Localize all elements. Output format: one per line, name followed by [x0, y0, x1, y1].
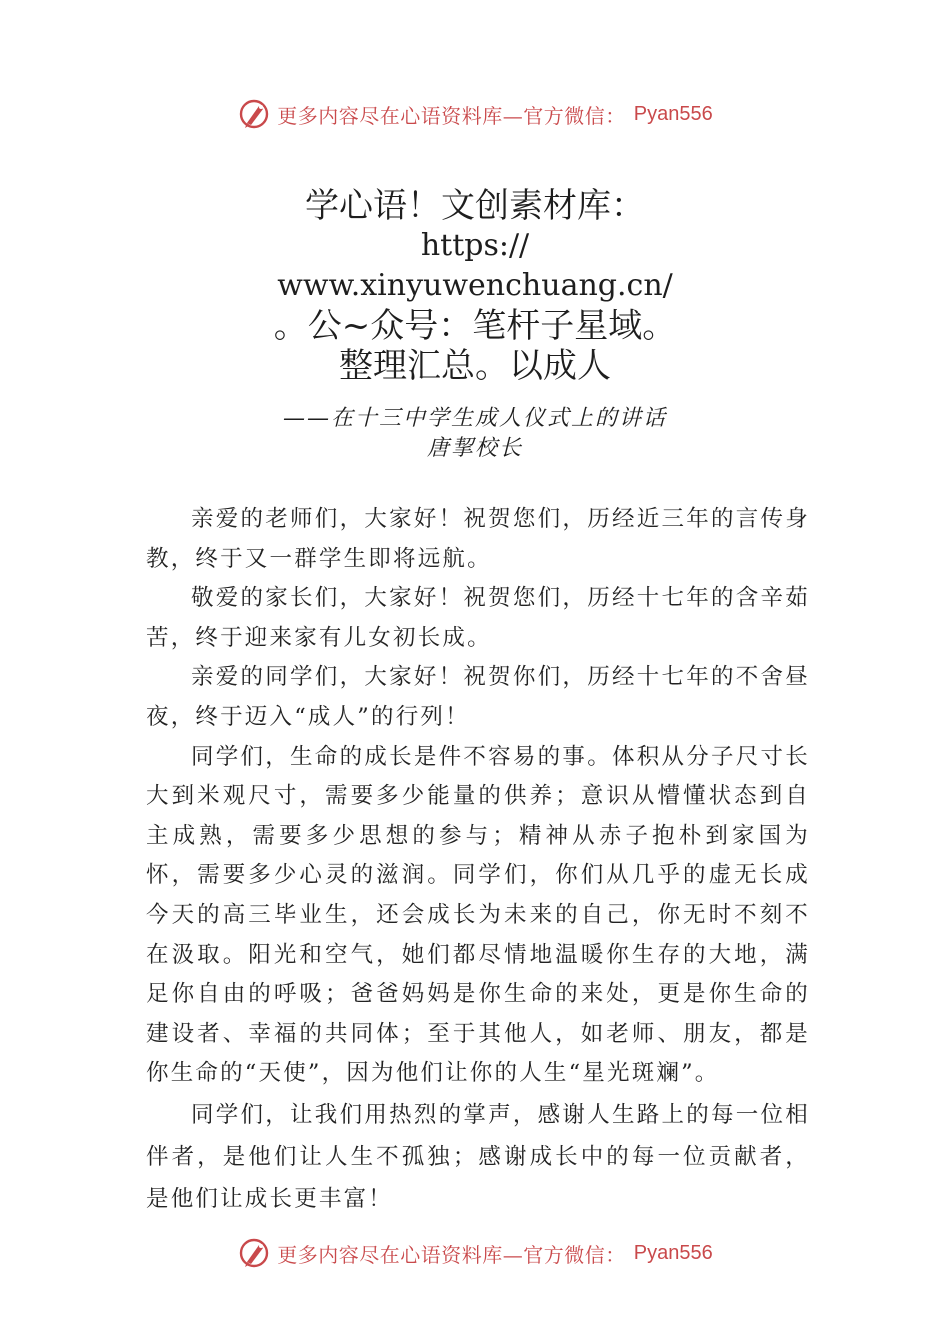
title-line-3: www.xinyuwenchuang.cn/ [277, 268, 673, 303]
document-subtitle [0, 404, 950, 464]
document-title [0, 186, 950, 386]
header-watermark [0, 94, 950, 134]
pen-logo-icon [237, 1236, 271, 1270]
title-line-1: 学心语！文创素材库： [305, 186, 645, 226]
watermark-wechat-id: Pyan556 [633, 1241, 713, 1264]
watermark-wechat-id: Pyan556 [633, 102, 713, 125]
paragraph: 亲爱的同学们，大家好！祝贺你们，历经十七年的不舍昼夜，终于迈入“成人”的行列！ [146, 664, 810, 730]
paragraph: 敬爱的家长们，大家好！祝贺您们，历经十七年的含辛茹苦，终于迎来家有儿女初长成。 [146, 585, 810, 651]
subtitle-author: 唐挈校长 [426, 436, 523, 461]
paragraph: 同学们，让我们用热烈的掌声，感谢人生路上的每一位相伴者，是他们让人生不孤独；感谢成长中的每一位贡献者，是他们让成长更丰富！ [146, 1101, 810, 1212]
watermark-text: 更多内容尽在心语资料库—官方微信： [277, 1242, 626, 1267]
subtitle-line-1: ——在十三中学生成人仪式上的讲话 [282, 406, 667, 431]
watermark-text: 更多内容尽在心语资料库—官方微信： [277, 103, 626, 128]
document-body [146, 500, 810, 1220]
title-line-4: 。公~众号：笔杆子星域。 [273, 306, 677, 346]
footer-watermark [0, 1233, 950, 1273]
title-line-2: https:// [420, 228, 530, 263]
paragraph: 同学们，生命的成长是件不容易的事。体积从分子尺寸长大到米观尺寸，需要多少能量的供养；意识从懵懂状态到自主成熟，需要多少思想的参与；精神从赤子抱朴到家国为怀，需要多少心灵的滋润。同学们，你们从几乎的虚无长成今天的高三毕业生，还会成长为未来的自己，你无时不刻不在汲取。阳光和空气，她们都尽情地温暖你生存的大地，满足你自由的呼吸；爸爸妈妈是你生命的来处，更是你生命的建设者、幸福的共同体；至于其他人，如老师、朋友，都是你生命的“天使”，因为他们让你的人生“星光斑斓”。 [146, 743, 810, 1087]
pen-logo-icon [237, 97, 271, 131]
title-line-5: 整理汇总。以成人 [339, 346, 611, 386]
paragraph: 亲爱的老师们，大家好！祝贺您们，历经近三年的言传身教，终于又一群学生即将远航。 [146, 506, 810, 572]
